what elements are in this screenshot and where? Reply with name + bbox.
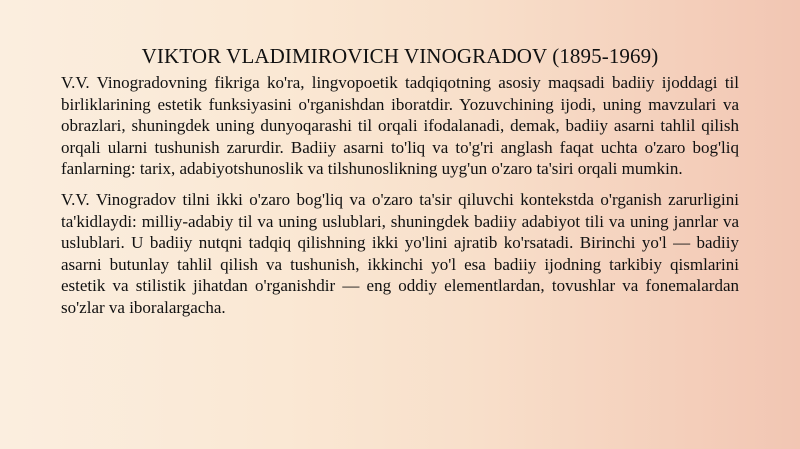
slide-title: VIKTOR VLADIMIROVICH VINOGRADOV (1895-1969) bbox=[141, 44, 659, 69]
paragraph-2: V.V. Vinogradov tilni ikki o'zaro bog'liq va o'zaro ta'sir qiluvchi kontekstda o'rganish zarurligini ta'kidlaydi: milliy-adabiy til va uning uslublari, shuningdek badiiy adabiyot tili va uning janrlar va uslublari. U badiiy nutqni tadqiq qilishning ikki yo'lini ajratib ko'rsatadi. Birinchi yo'l — badiiy asarni butunlay tahlil qilish va tushunish, ikkinchi yo'l esa badiiy ijodning tarkibiy qismlarini estetik va stilistik jihatdan o'rganishdir — eng oddiy elementlardan, tovushlar va fonemalardan so'zlar va iboralargacha. bbox=[61, 189, 739, 317]
paragraph-1: V.V. Vinogradovning fikriga ko'ra, lingvopoetik tadqiqotning asosiy maqsadi badiiy ijoddagi til birliklarining estetik funksiyasini o'rganishdan iboratdir. Yozuvchining ijodi, uning mavzulari va obrazlari, shuningdek uning dunyoqarashi til orqali ifodalanadi, demak, badiiy asarni tahlil qilish orqali ularni tushunish zarurdir. Badiiy asarni to'liq va to'g'ri anglash faqat uchta o'zaro bog'liq fanlarning: tarix, adabiyotshunoslik va tilshunoslikning uyg'un o'zaro ta'siri orqali mumkin. bbox=[61, 73, 739, 179]
slide-body bbox=[61, 72, 739, 319]
